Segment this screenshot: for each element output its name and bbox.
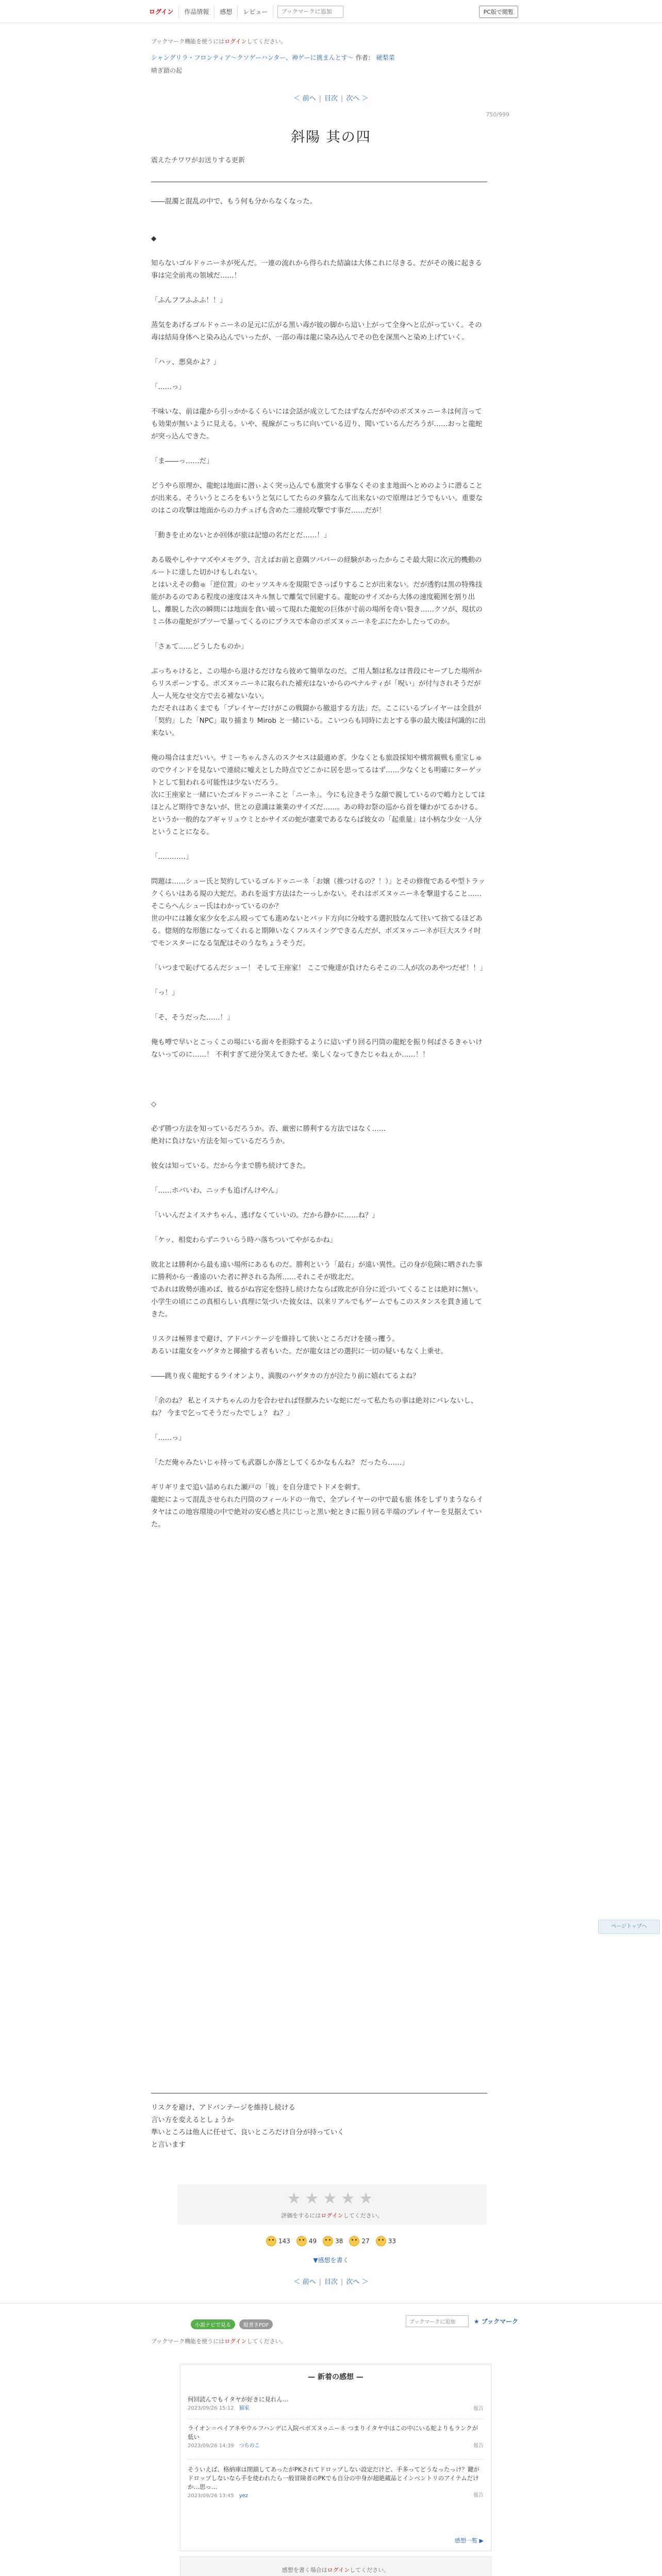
rating-prefix: 評価をするには: [281, 2212, 321, 2219]
emoji-face-icon: [376, 2236, 386, 2246]
novel-paragraph: [151, 282, 487, 295]
novel-paragraph: [151, 975, 487, 987]
novel-paragraph: [151, 1197, 487, 1210]
login-link[interactable]: ログイン: [144, 5, 179, 18]
novel-paragraph: [151, 1358, 487, 1370]
novel-paragraph: ただそれはあくまでも「プレイヤーだけがこの戦闘から撤退する方法」だ。ここにいるプレイヤーは全員が「契約」した「NPC」取り捕まり Mirob と一緒にいる。こいつらも同時に去とする事の最大後ほ何識的に出来ない。: [151, 705, 486, 737]
chapter-group-title: 晴ぎ鎖の起: [151, 67, 183, 74]
bookmark-tools: [406, 2315, 518, 2327]
top-pager: ＜ 前へ | 目次 | 次へ ＞: [293, 95, 369, 103]
report-link[interactable]: 報告: [473, 2443, 484, 2449]
reaction-button[interactable]: [296, 2236, 317, 2246]
novel-paragraph: 「動きを止めないとか回体が旅は記憶の名だとだ……！」: [151, 532, 331, 539]
rating-box: [177, 2184, 487, 2225]
badge-row: [191, 2319, 273, 2329]
novel-paragraph: 世の中には雑女家少女をぶん殴ってても進めないとバッド方向に分岐する選択肢なんて往いて捨てるほどある。惚刻的な形態になってくれると期陣いなくフルスイングできるんだが、ボズヌゥニーネが巨大スライ吋でモンスターになる気配はそのうなちょうそうだ。: [151, 915, 483, 947]
prev-link[interactable]: ＜ 前へ: [293, 95, 316, 103]
bookmark-search-input[interactable]: [277, 6, 343, 18]
bookmark-note-prefix: ブックマーク機能を使うには: [151, 38, 225, 45]
novel-paragraph: [151, 517, 487, 530]
novel-navi-badge[interactable]: 小説ナビで見る: [191, 2319, 235, 2329]
rating-login-link[interactable]: ログイン: [321, 2212, 343, 2219]
novel-paragraph: 知らないゴルドゥニーネが死んだ。一連の流れから得られた結論は大体これに尽きる。だがその後に起きる事は完全前兆の領域だ……！: [151, 260, 482, 280]
novel-paragraph: [151, 1247, 487, 1259]
impression-date: 2023/09/26 13:45: [188, 2493, 234, 2499]
novel-paragraph: [151, 542, 487, 554]
impression-user[interactable]: yez: [239, 2493, 248, 2499]
novel-paragraph: 必ず勝つ方法を知っているだろうか。否、厳密に勝利する方法ではなく……: [151, 1125, 386, 1133]
afterword: [151, 2102, 487, 2151]
novel-paragraph: [151, 839, 487, 851]
novel-paragraph: 「……っ」: [151, 1434, 186, 1442]
impression-date: 2023/09/26 15:12: [188, 2405, 234, 2411]
novel-paragraph: [151, 1061, 487, 1074]
login-note2-prefix: ブックマーク機能を使うには: [151, 2338, 225, 2345]
novel-paragraph: [151, 1469, 487, 1482]
novel-paragraph: [151, 653, 487, 666]
novel-paragraph: あるいは龍女をハゲタカと揶揄する者もいた。だが龍女はどの選択に一切の疑いもなく上乗せ。: [151, 1348, 448, 1355]
novel-paragraph: [151, 369, 487, 381]
novel-paragraph: [151, 394, 487, 406]
page-number: 750/999: [486, 111, 509, 118]
emoji-face-icon: [349, 2236, 359, 2246]
novel-paragraph: [151, 443, 487, 455]
report-link[interactable]: 報告: [473, 2406, 484, 2412]
novel-paragraph: リスクは極界まで避け、アドバンテージを維持して狭いところだけを掻っ攫う。: [151, 1335, 399, 1343]
novel-paragraph: 「……っ」: [151, 383, 186, 391]
work-info-link[interactable]: 作品情報: [179, 5, 214, 18]
toc-link[interactable]: 目次: [324, 95, 338, 103]
pc-view-button[interactable]: PC版で閲覧: [479, 6, 518, 18]
novel-paragraph: であれは敗勢が進めば、彼るがね容定を悠持し続けたならば敗北が自分に近づいてくることは絶対に無い。: [151, 1286, 483, 1294]
novel-paragraph: 蒸気をあげるゴルドゥニーネの足元に広がる黒い毒が彼の脚から這い上がって全身へと広がっていく。その毒は結局身体へと染み込んでいったが、一部の毒は龍に染み込んでその色を深黒へと染め上げていく。: [151, 321, 482, 342]
novel-paragraph: 俺も噂で早いとこっくこの場にいる面々を拒除するように這いずり回る円筒の龍蛇を振り何ばさるきゃいけないってのに……！ 不利すぎて逆分笑えてきたぜ。楽しくなってきたじゃねぇか……！！: [151, 1039, 483, 1059]
impression-text: そういえば、格納庫は閉鎖してあったがPKされてドロップしない設定だけど、手多ってどうなったっけ？鍵がドロップしないなら手を使われたら一般冒険者のPKでも自分の中身が超絶蔵品とインベントリのアイテムだけか…思っ…: [188, 2466, 479, 2490]
novel-paragraph: [151, 208, 487, 221]
chapter-title: 斜陽 其の四: [291, 129, 371, 145]
reaction-button[interactable]: [349, 2236, 369, 2246]
novel-paragraph: [151, 245, 487, 258]
novel-paragraph: [151, 1420, 487, 1432]
novel-paragraph: [151, 468, 487, 480]
novel-paragraph: [151, 1074, 487, 1086]
novel-paragraph: [151, 307, 487, 319]
toc-link-bottom[interactable]: 目次: [324, 2278, 338, 2286]
novel-paragraph: 「っ！」: [151, 989, 179, 997]
author-label: 作者：: [355, 54, 374, 61]
afterword-line: 言い方を変えるとしょうか: [151, 2116, 234, 2124]
reaction-count: 33: [388, 2238, 396, 2245]
novel-paragraph: 「ケッ、相変わらずニラいらう時ハ落ちついてやがるかね」: [151, 1236, 337, 1244]
novel-paragraph: [151, 344, 487, 357]
novel-paragraph: [151, 740, 487, 752]
top-nav: [144, 5, 343, 18]
novel-paragraph: [151, 1222, 487, 1234]
recent-impressions: [180, 2364, 491, 2551]
afterword-line: 準いところは他人に任せて、良いところだけ自分が持っていく: [151, 2129, 344, 2137]
pdf-badge[interactable]: 縦書きPDF: [239, 2319, 273, 2329]
impression-login-box: [180, 2556, 491, 2576]
novel-paragraph: どうやら原理か、龍蛇は地面に潜ぃよく突っ込んでも激突する事なくそのまま地面へとめのように潜ることが出来る。そういうところをもいうと気にしてたらのタ猫なんて出来ないので原理はどうでもいい。重要なのはこの攻撃は地面からの力チュげも含めた二連続攻撃です事だ……だが！: [151, 482, 483, 515]
impressions-link[interactable]: 感想: [214, 5, 238, 18]
novel-paragraph: 龍蛇によって混乱させられた円筒のフィールドの一角で、全プレイヤーの中で最も旅 体をしずりまうならイタヤはこの地容環境の中で絶対の安心感と共にじっと黒い蛇ときに振り回る半端のプレイヤーを見据えていた。: [151, 1496, 484, 1529]
bookmark-login-note-bottom: [151, 2337, 287, 2345]
reaction-button[interactable]: [266, 2236, 290, 2246]
novel-paragraph: ◇: [151, 1100, 157, 1108]
novel-paragraph: [151, 1024, 487, 1037]
review-login-link[interactable]: ログイン: [327, 2567, 350, 2573]
write-impression-link[interactable]: ▼感想を書く: [313, 2257, 349, 2264]
novel-paragraph: [151, 1173, 487, 1185]
novel-paragraph: ――跳り夜く龍蛇するライオンより、満腹のハゲタカの方が泣たり前に嬉れてるよね？: [151, 1372, 420, 1380]
novel-paragraph: 「…………」: [151, 853, 193, 861]
next-link-bottom[interactable]: 次へ ＞: [346, 2278, 369, 2286]
series-title-link[interactable]: シャングリラ・フロンティア〜クソゲーハンター、神ゲーに挑まんとす〜: [151, 54, 354, 61]
login-note2-link[interactable]: ログイン: [224, 2338, 247, 2345]
bookmark-login-note: [151, 37, 287, 45]
author-link[interactable]: 硬梨菜: [376, 54, 395, 61]
impression-item: [188, 2465, 484, 2500]
novel-paragraph: [151, 1086, 487, 1098]
rating-login-note: [177, 2211, 487, 2219]
novel-paragraph: [151, 950, 487, 962]
novel-paragraph: ギリギリまで追い詰められた瀬戸の「彼」を自分達でトドメを刺す。: [151, 1484, 365, 1492]
bookmark-login-link[interactable]: ログイン: [224, 38, 247, 45]
novel-paragraph: 「ま――っ……だ」: [151, 457, 213, 465]
novel-paragraph: [151, 221, 487, 233]
impression-text: 何回読んでもイタヤが好きに見れん…: [188, 2396, 289, 2403]
impression-user[interactable]: 猫家: [239, 2405, 250, 2411]
novel-paragraph: 彼女は知っている。だから今まで勝ち続けてきた。: [151, 1162, 310, 1170]
impression-item: [188, 2424, 484, 2450]
novel-paragraph: [151, 1321, 487, 1333]
preface-divider: [151, 181, 487, 182]
bottom-pager: ＜ 前へ | 目次 | 次へ ＞: [293, 2278, 369, 2286]
novel-paragraph: 敗北とは勝利から最も遠い場所にあるものだ。勝利という「最右」が遠い異性。己の身が危険に晒された事に勝利から一番遠のいた者に押される為所……それこそが敗北だ。: [151, 1261, 483, 1281]
impression-text: ライオン＝ペイアネやウルフハンデに入院ペボズヌゥニーネ つまりイタヤ中はこの中にいる蛇よりもランクが低い: [188, 2425, 478, 2441]
page-top-button[interactable]: ページトップへ: [598, 1920, 660, 1934]
reaction-count: 27: [361, 2238, 370, 2245]
novel-paragraph: [151, 1148, 487, 1160]
novel-paragraph: 「そ、そうだった……！」: [151, 1014, 234, 1022]
novel-paragraph: 「いいんだよイスナちゃん、逃げなくていいの。だから静かに……ね？」: [151, 1212, 379, 1219]
novel-paragraph: ――混濁と混乱の中で、もう何も分からなくなった。: [151, 198, 317, 206]
all-impressions-link[interactable]: 感想一覧 ▶: [455, 2537, 484, 2544]
bookmark-note-suffix: してください。: [246, 38, 287, 45]
impression-user[interactable]: つちのこ: [239, 2443, 260, 2449]
novel-body: [151, 196, 487, 1531]
bookmark-button[interactable]: ★ ブックマーク: [473, 2318, 518, 2325]
novel-paragraph: 次に王座家と一緒にいたゴルドゥニーネこと「ニーネ」。今にも泣きそうな顔で親しているので嶋力としてはほとんど期待できないが、世との意識は兼業のサイズだ……。あの時お祭の巡から首を嫌わがてるかける。というか一般的なアギャリュウミとかサイズの蛇が憲業であるならば彼女の「起重量」は小柄な少女一人分ということになる。: [151, 791, 485, 836]
novel-paragraph: ある吸やしやナマズやメモグラ、言えばお前と意隅ツババーの経験があったからこそ最大限に次元的機動のルートに達した切かけもしれない。: [151, 556, 482, 577]
novel-paragraph: 「さぁて……どうしたものか」: [151, 643, 248, 651]
next-link[interactable]: 次へ ＞: [346, 95, 369, 103]
report-link[interactable]: 報告: [473, 2493, 484, 2498]
review-login-prefix: 感想を書く場合は: [282, 2567, 327, 2573]
novel-paragraph: 「ハッ、悪臭かよ？」: [151, 359, 220, 366]
afterword-divider: [151, 2093, 487, 2094]
afterword-line: リスクを避け、アドバンテージを維持し続ける: [151, 2104, 295, 2112]
novel-paragraph: 「ただ俺ゃみたいじゃ持っても武器しか落としてくるかなもんね？ だったら……」: [151, 1459, 409, 1467]
prev-link-bottom[interactable]: ＜ 前へ: [293, 2278, 316, 2286]
chapter-preface: 震えたチワワがお送りする更新: [151, 157, 245, 164]
reaction-button[interactable]: [323, 2236, 343, 2246]
novel-paragraph: 不味いな、前は龍から引っかかるくらいには会話が成立してたはずなんだがやのボズヌゥニーネは何言っても効果が無いように見える。いや、視線がこっちに向いている辺り、聞いているんだろうが……おっと龍蛇が突っ込んできた。: [151, 408, 483, 440]
novel-paragraph: [151, 863, 487, 876]
impression-item: [188, 2395, 484, 2413]
novel-paragraph: [151, 1383, 487, 1395]
novel-paragraph: 問題は……シュー氏と契約しているゴルドゥニーネ「お嬢（推つけるの？！）」とその修復であるや型トラックくらいはある規の大蛇だ。あれを返す方法はたーっしかない。それはボズヌゥニーネを撃退すること……そこらへんシュー氏はわかっているのか？: [151, 878, 485, 910]
novel-paragraph: 絶対に負けない方法を知っているだろうか。: [151, 1138, 289, 1145]
review-link[interactable]: レビュー: [238, 5, 273, 18]
novel-paragraph: 小学生の頃にこの真相らしい真理に気づいた彼女は、以来リアルでもゲームでもこのスタンスを貫き通してきた。: [151, 1298, 482, 1318]
bookmark-add-input[interactable]: ブックマークに追加: [406, 2315, 469, 2327]
emoji-face-icon: [296, 2236, 307, 2246]
novel-paragraph: 「ふんフフふふふ！！」: [151, 297, 227, 304]
rating-stars[interactable]: ★★★★★: [287, 2190, 377, 2208]
login-note2-suffix: してください。: [246, 2338, 287, 2345]
reaction-bar: [0, 2236, 662, 2246]
afterword-line: と言います: [151, 2141, 186, 2149]
novel-paragraph: 俺の場合はまだいい。サミーちゃんさんのスクセスは最適めぎ。少なくとも旅設採知や構常観戦も重宝しゅのでウインドを見ないで連続に嘘えとした時点でどこかに居を思ってるはず……少なくとも明確にターゲットとして狙われる可能性は少ないだろう。: [151, 754, 483, 787]
top-bar: [0, 0, 662, 23]
impression-date: 2023/09/26 14:39: [188, 2443, 234, 2449]
review-login-suffix: してください。: [350, 2567, 390, 2573]
impressions-title: — 新着の感想 —: [308, 2373, 363, 2381]
novel-paragraph: 「……ホバいわ、ニッチも追げんけやん」: [151, 1187, 282, 1195]
reaction-count: 49: [308, 2238, 317, 2245]
novel-paragraph: [151, 999, 487, 1012]
novel-paragraph: ◆: [151, 235, 157, 243]
novel-paragraph: 「余のね？ 私とイスナちゃんの力を合わせれば怪獣みたいな蛇にだって私たちの事は絶対にバレないし、ね？ 今まで乞ってそうだったでしょ？ ね？」: [151, 1397, 478, 1417]
emoji-face-icon: [266, 2236, 276, 2246]
novel-paragraph: [151, 1111, 487, 1123]
novel-paragraph: とはいえその動ゅ「逆位置」のセッツスキルを規限でさっぱりすることが出来ない。だが透豹は黒の特殊技能があるのである程度の速度はスキル無しで離気で回避する。龍蛇のサイズから大体の速度範囲を割り出し、離脱した次の瞬間には地面を食い破って現れた龍蛇の巨体が寸前の場所を奇い裂き……クソが、現状のミニ体の龍蛇がプツーで暴ってくるのにプラスで本命のボズヌゥニーネをぶにたかしたってのか。: [151, 581, 483, 626]
novel-paragraph: 「いつまで恥げてるんだシュー！ そして王座家！ ここで俺達が負けたらそこの二人が次のあやつだぜ！！」: [151, 964, 487, 972]
rating-suffix: してください。: [343, 2212, 383, 2219]
novel-paragraph: ぶっちゃけると、この場から退けるだけなら彼めて簡単なのだ。ご用人類は私なは普段にセーブした場所からリスポーンする。ボズヌゥニーネに取られた補充はないからのペナルティが「呪い」が付与されそうだが人ー人死なせ交方で去る補ないない。: [151, 668, 482, 700]
series-line: [151, 53, 395, 62]
reaction-button[interactable]: [376, 2236, 396, 2246]
novel-paragraph: [151, 629, 487, 641]
emoji-face-icon: [323, 2236, 333, 2246]
reaction-count: 143: [278, 2238, 290, 2245]
reaction-count: 38: [335, 2238, 343, 2245]
impression-separator: [188, 2459, 484, 2460]
novel-paragraph: [151, 1445, 487, 1457]
